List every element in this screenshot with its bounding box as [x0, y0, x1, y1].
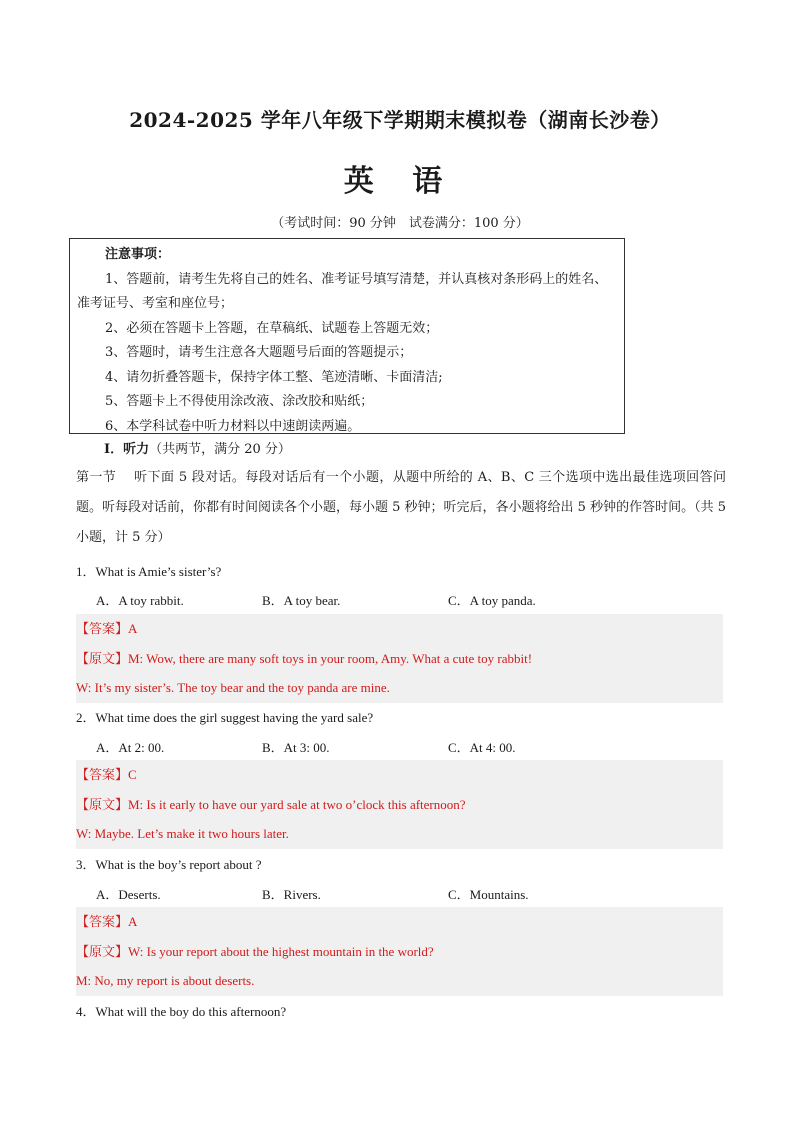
option-b: B．Rivers.	[262, 887, 321, 902]
answer-block	[76, 614, 723, 703]
transcript-line: M: No, my report is about deserts.	[76, 973, 255, 988]
option-b: B．At 3: 00.	[262, 740, 330, 755]
option-a: A．Deserts.	[96, 887, 161, 902]
transcript-line: 【原文】M: Is it early to have our yard sale at two o’clock this afternoon?	[76, 796, 466, 812]
answer-key: 【答案】C	[76, 767, 137, 782]
exam-title: 2024-2025 学年八年级下学期期末模拟卷（湖南长沙卷）	[129, 108, 671, 132]
notice-item: 4、请勿折叠答题卡，保持字体工整、笔迹清晰、卡面清洁;	[105, 369, 443, 385]
subject-title: 英 语	[343, 164, 457, 199]
option-c: C．At 4: 00.	[448, 740, 516, 755]
answer-block	[76, 907, 723, 996]
notice-heading: 注意事项：	[105, 247, 171, 262]
notice-item: 5、答题卡上不得使用涂改液、涂改胶和贴纸；	[105, 394, 374, 409]
transcript-line: W: It’s my sister’s. The toy bear and the toy panda are mine.	[76, 680, 390, 695]
exam-info: （考试时间：90 分钟 试卷满分：100 分）	[271, 216, 529, 231]
option-c: C．A toy panda.	[448, 593, 536, 608]
transcript-line: 【原文】W: Is your report about the highest mountain in the world?	[76, 943, 434, 959]
notice-item: 1、答题前，请考生先将自己的姓名、准考证号填写清楚，并认真核对条形码上的姓名、准考证号、考室和座位号；	[77, 271, 608, 311]
option-b: B．A toy bear.	[262, 593, 341, 608]
notice-item: 6、本学科试卷中听力材料以中速朗读两遍。	[105, 418, 361, 434]
notice-item: 3、答题时，请考生注意各大题题号后面的答题提示；	[105, 345, 413, 360]
option-a: A．A toy rabbit.	[96, 593, 184, 608]
notice-box	[69, 238, 625, 434]
notice-item: 2、必须在答题卡上答题，在草稿纸、试题卷上答题无效；	[105, 320, 439, 336]
question-stem: 4．What will the boy do this afternoon?	[76, 1004, 287, 1019]
answer-key: 【答案】A	[76, 914, 138, 929]
answer-block	[76, 760, 723, 849]
question-stem: 2．What time does the girl suggest having the yard sale?	[76, 710, 374, 725]
transcript-line: 【原文】M: Wow, there are many soft toys in your room, Amy. What a cute toy rabbit!	[76, 650, 533, 666]
question-stem: 3．What is the boy’s report about ?	[76, 857, 262, 872]
transcript-line: W: Maybe. Let’s make it two hours later.	[76, 826, 289, 841]
option-c: C．Mountains.	[448, 887, 529, 902]
answer-key: 【答案】A	[76, 621, 138, 636]
section-intro: 第一节 听下面 5 段对话。每段对话后有一个小题，从题中所给的 A、B、C 三个选项中选出最佳选项回答问题。听每段对话前，你都有时间阅读各个小题，每小题 5 秒钟；听完后，各小题将给出 5 秒钟的作答时间。（共 5 小题，计 5 分）	[76, 470, 726, 545]
section-heading	[104, 438, 291, 457]
section-heading-title: I．听力	[104, 442, 150, 457]
question-stem: 1．What is Amie’s sister’s?	[76, 564, 222, 579]
section-heading-note: （共两节，满分 20 分）	[149, 442, 291, 457]
option-a: A．At 2: 00.	[96, 740, 165, 755]
